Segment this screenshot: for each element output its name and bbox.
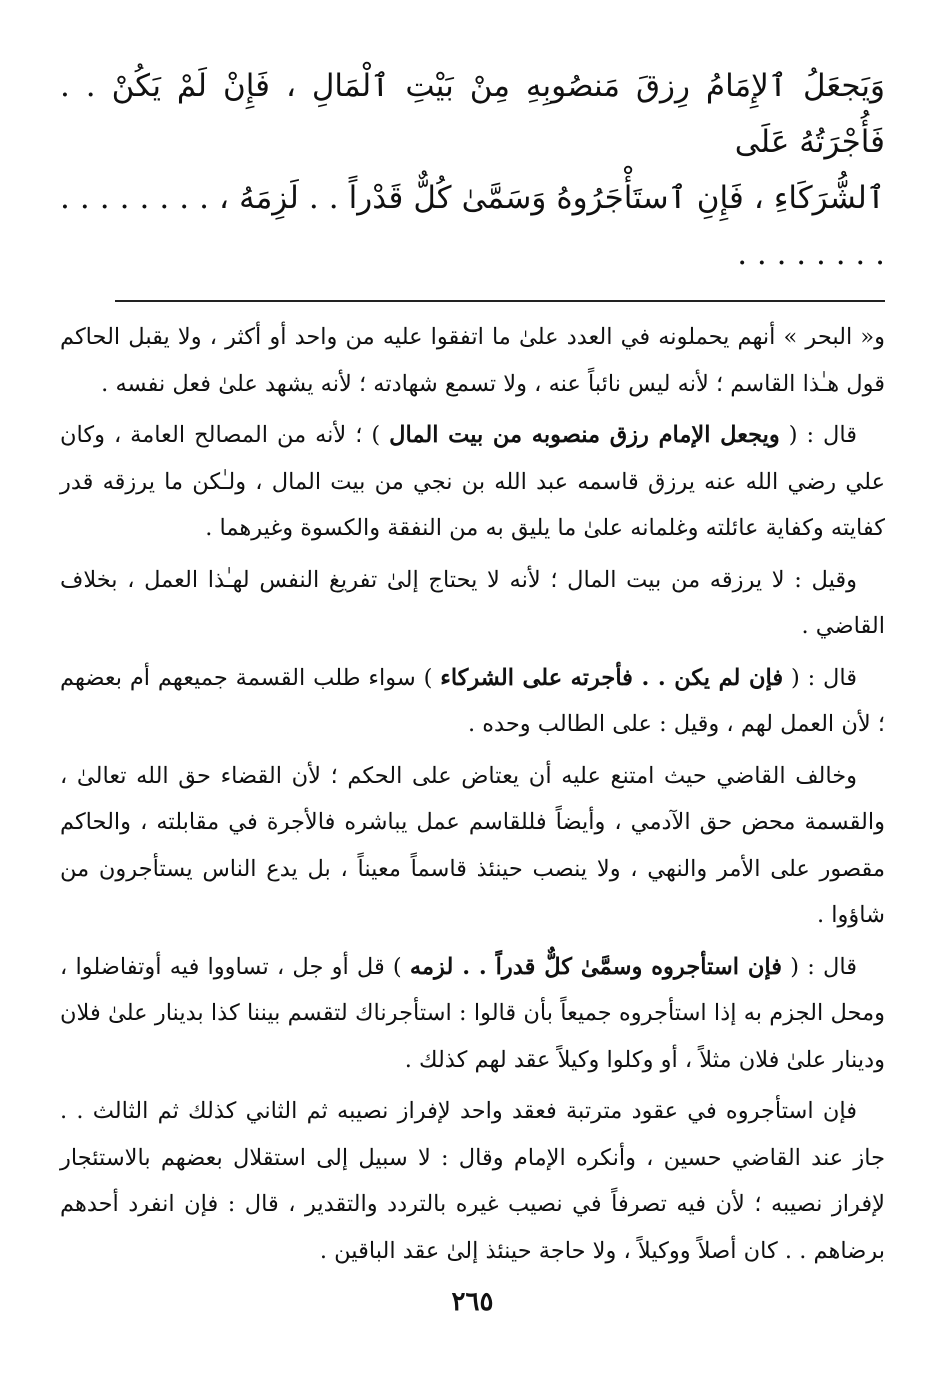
commentary-paragraph: قال : ( ويجعل الإمام رزق منصوبه من بيت المال ) ؛ لأنه من المصالح العامة ، وكان علي رضي الله عنه يرزق قاسمه عبد الله بن نجي من بيت المال ، ولـٰكن ما يرزقه قدر كفايته وكفاية عائلته وغلمانه علىٰ ما يليق به من النفقة والكسوة وغيرهما . bbox=[60, 422, 885, 541]
quoted-text: ويجعل الإمام رزق منصوبه من بيت المال bbox=[389, 422, 780, 448]
commentary-paragraph: وخالف القاضي حيث امتنع عليه أن يعتاض على الحكم ؛ لأن القضاء حق الله تعالىٰ ، والقسمة محض حق الآدمي ، وأيضاً فللقاسم عمل يباشره فالأجرة في مقابلته ، والحاكم مقصور على الأمر والنهي ، ولا ينصب حينئذ قاسماً معيناً ، بل يدع الناس يستأجرون من شاؤوا . bbox=[60, 762, 885, 928]
main-text-dots: . . . . . . . . . . . . . . . . bbox=[60, 180, 885, 272]
main-text-line-1: وَيَجعَلُ ٱلإِمَامُ رِزقَ مَنصُوبِهِ مِنْ بَيْتِ ٱلْمَالِ ، فَإِنْ لَمْ يَكُنْ . . فَأُجْرَتُهُ عَلَى bbox=[60, 68, 885, 160]
main-text-line-2: ٱلشُّرَكَاءِ ، فَإِنِ ٱستَأْجَرُوهُ وَسَمَّىٰ كُلٌّ قَدْراً . . لَزِمَهُ ، bbox=[219, 180, 886, 216]
main-text bbox=[60, 58, 885, 282]
commentary-paragraph: فإن استأجروه في عقود مترتبة فعقد واحد لإفراز نصيبه ثم الثاني كذلك ثم الثالث . . جاز عند القاضي حسين ، وأنكره الإمام وقال : لا سبيل إلى استقلال بعضهم بالاستئجار لإفراز نصيبه ؛ لأن فيه تصرفاً في نصيب غيره بالتردد والتقدير ، قال : فإن انفرد أحدهم برضاهم . . كان أصلاً ووكيلاً ، ولا حاجة حينئذ إلىٰ عقد الباقين . bbox=[60, 1098, 885, 1264]
commentary-paragraph: و« البحر » أنهم يحملونه في العدد علىٰ ما اتفقوا عليه من واحد أو أكثر ، ولا يقبل الحاكم قول هـٰذا القاسم ؛ لأنه ليس نائباً عنه ، ولا تسمع شهادته ؛ لأنه يشهد علىٰ فعل نفسه . bbox=[60, 324, 885, 397]
commentary bbox=[60, 314, 885, 1274]
quoted-text: فإن لم يكن . . فأجرته على الشركاء bbox=[440, 664, 784, 691]
commentary-paragraph: وقيل : لا يرزقه من بيت المال ؛ لأنه لا يحتاج إلىٰ تفريغ النفس لهـٰذا العمل ، بخلاف القاضي . bbox=[60, 566, 885, 639]
quoted-text: فإن استأجروه وسمَّىٰ كلٌّ قدراً . . لزمه bbox=[409, 953, 783, 980]
commentary-paragraph: قال : ( فإن استأجروه وسمَّىٰ كلٌّ قدراً . . لزمه ) قل أو جل ، تساووا فيه أوتفاضلوا ، ومحل الجزم به إذا استأجروه جميعاً بأن قالوا : استأجرناك لتقسم بيننا كذا بدينار علىٰ فلان ودينار علىٰ فلان مثلاً ، أو وكلوا وكيلاً عقد لهم كذلك . bbox=[60, 953, 885, 1073]
commentary-paragraph: قال : ( فإن لم يكن . . فأجرته على الشركاء ) سواء طلب القسمة جميعهم أم بعضهم ؛ لأن العمل لهم ، وقيل : على الطالب وحده . bbox=[60, 664, 885, 737]
page-number: ٢٦٥ bbox=[451, 1287, 494, 1317]
separator-rule bbox=[115, 300, 885, 302]
